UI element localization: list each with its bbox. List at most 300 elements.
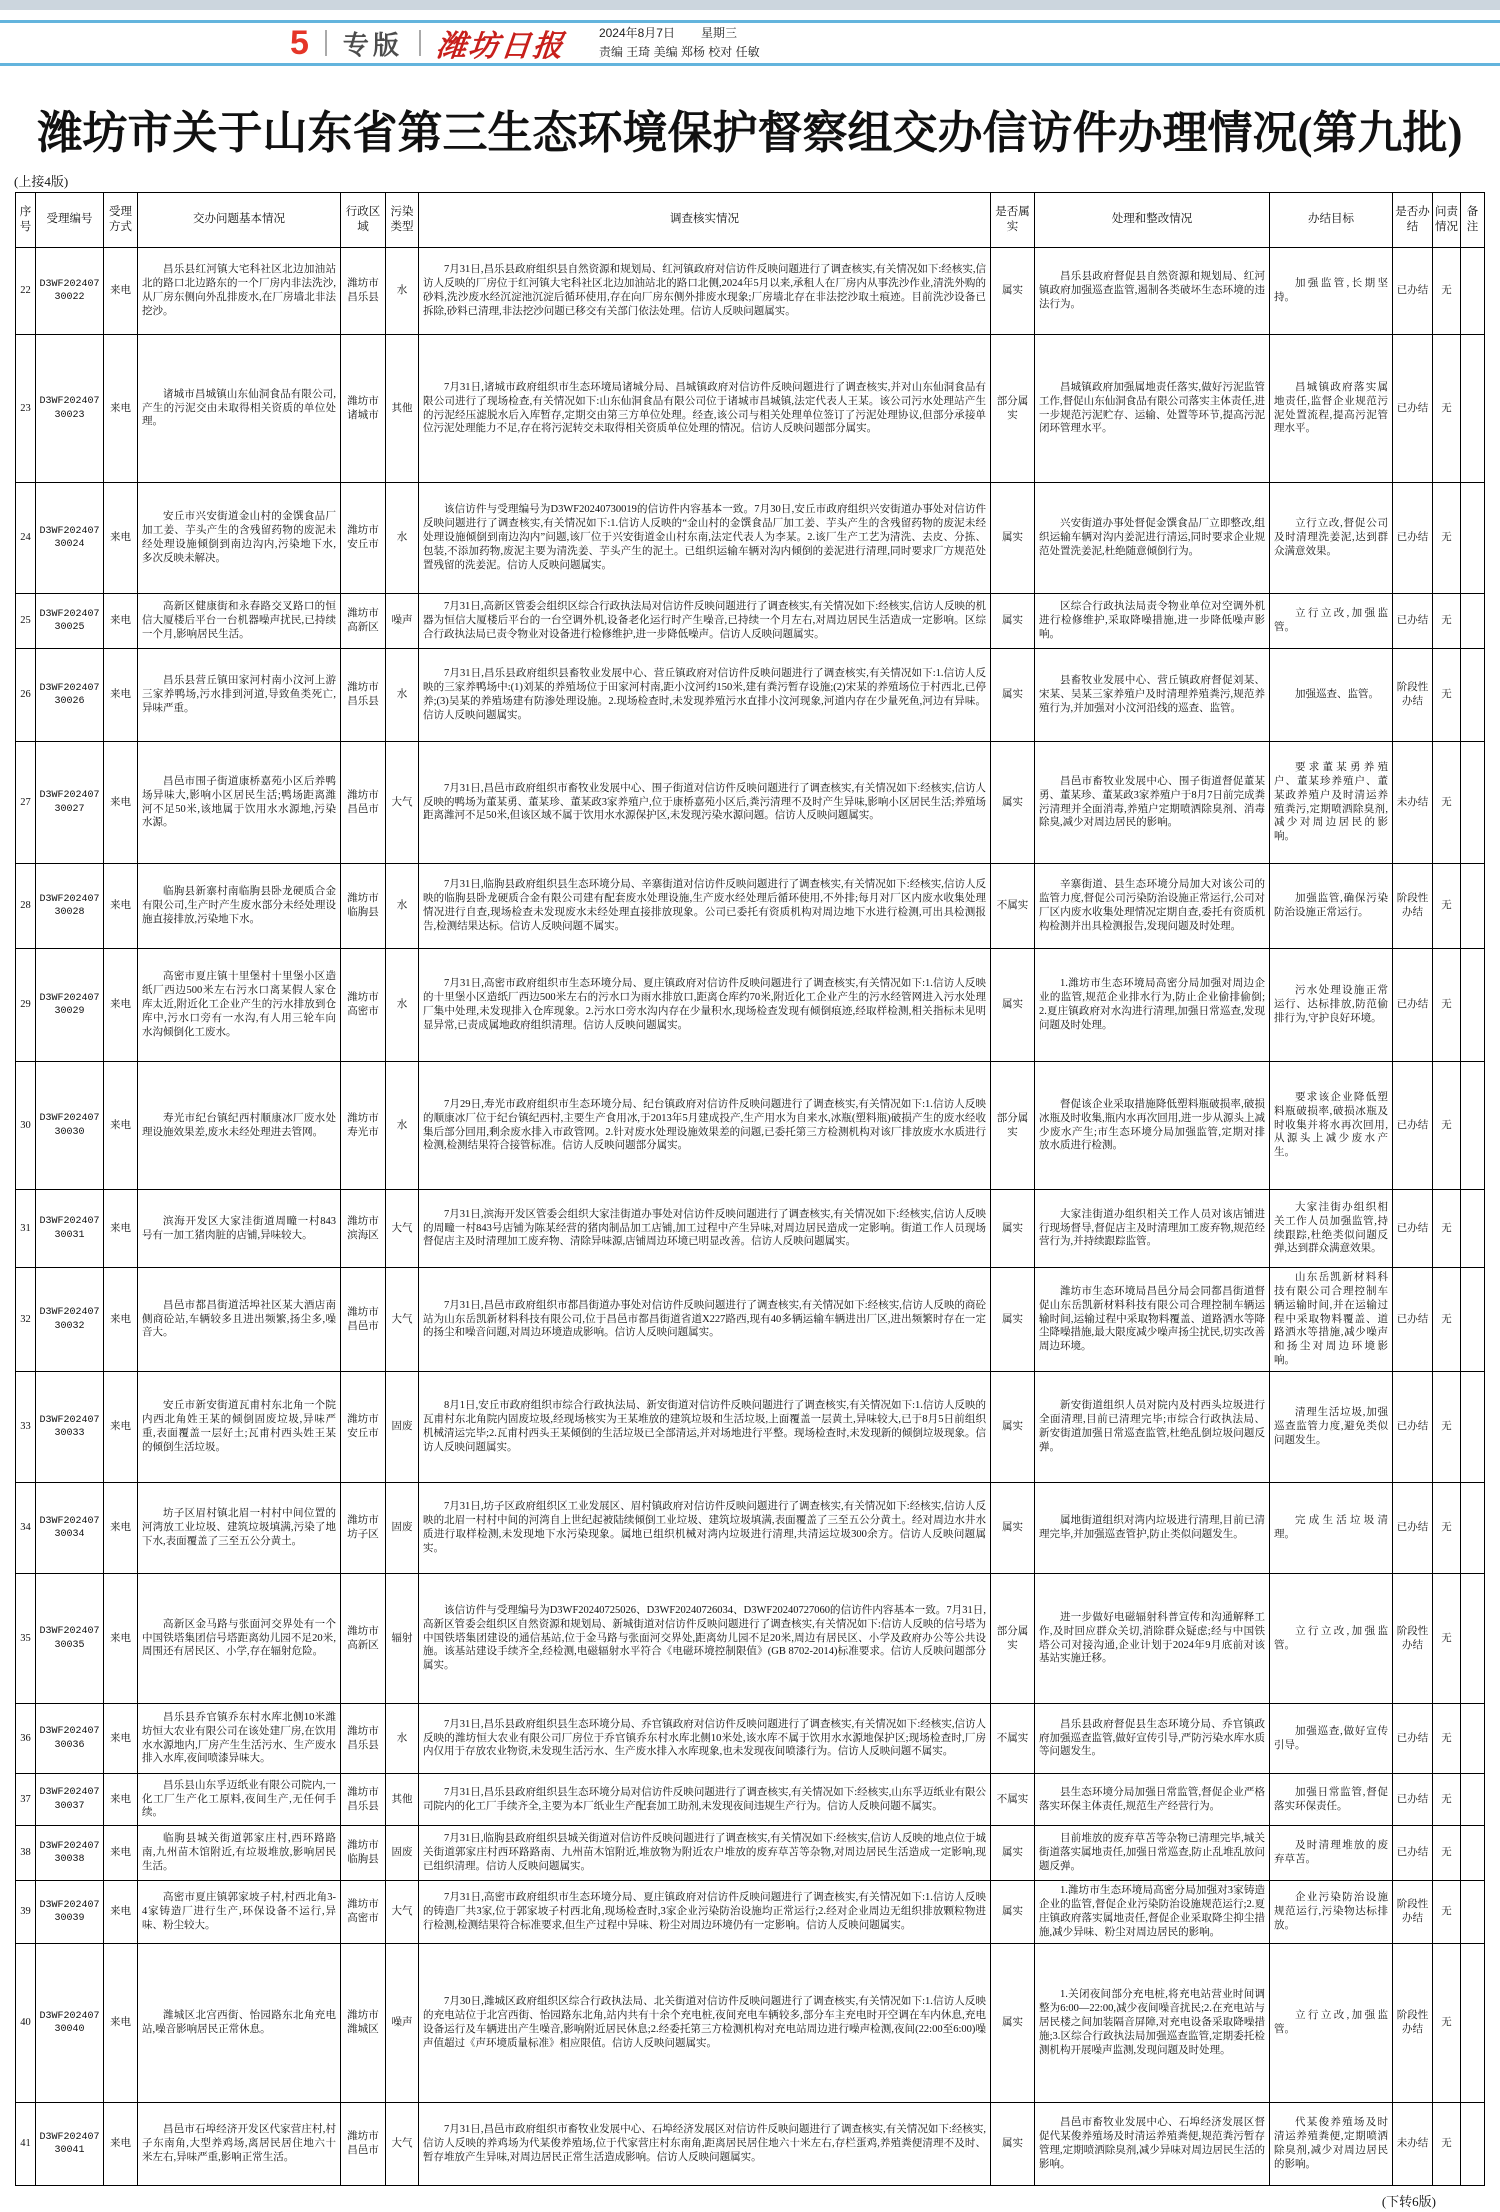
cell-method: 来电 [104, 335, 138, 483]
cell-verified: 属实 [991, 1881, 1035, 1944]
table-row [16, 483, 1485, 594]
cell-target: 加强监管,长期坚持。 [1270, 248, 1393, 335]
cell-accountability: 无 [1433, 1483, 1461, 1574]
cell-method: 来电 [104, 864, 138, 949]
cell-investigation: 7月31日,临朐县政府组织县城关街道对信访件反映问题进行了调查核实,有关情况如下:经核实,信访人反映的地点位于城关街道郭家庄村西环路路南、九州苗木馆附近,堆放物为附近农户堆放的废弃草苫等杂物,对周边居民生活造成一定影响,现已组织清理。信访人反映问题属实。 [419, 1826, 991, 1881]
cell-seq: 23 [16, 335, 36, 483]
cell-action: 昌城镇政府加强属地责任落实,做好污泥监管工作,督促山东仙洞食品有限公司落实主体责任,进一步规范污泥贮存、运输、处置等环节,提高污泥闭环管理水平。 [1035, 335, 1270, 483]
cell-method: 来电 [104, 483, 138, 594]
cell-remark [1461, 742, 1485, 864]
cell-type: 噪声 [386, 594, 419, 649]
cell-target: 加强巡查,做好宣传引导。 [1270, 1704, 1393, 1774]
continued-from-note: (上接4版) [14, 174, 69, 189]
table-row [16, 335, 1485, 483]
cell-type: 水 [386, 864, 419, 949]
cell-region: 潍坊市诸城市 [341, 335, 386, 483]
cell-case_id: D3WF20240730024 [36, 483, 104, 594]
column-header-action: 处理和整改情况 [1035, 193, 1270, 248]
cell-action: 大家洼街道办组织相关工作人员对该店铺进行现场督导,督促店主及时清理加工废弃物,规范经营行为,并持续跟踪监管。 [1035, 1190, 1270, 1268]
cell-type: 其他 [386, 335, 419, 483]
cell-verified: 属实 [991, 1268, 1035, 1372]
cell-seq: 33 [16, 1372, 36, 1483]
cell-action: 属地街道组织对湾内垃圾进行清理,目前已清理完毕,并加强巡查管护,防止类似问题发生。 [1035, 1483, 1270, 1574]
column-header-region: 行政区域 [341, 193, 386, 248]
cell-issue: 潍城区北宫西街、怡园路东北角充电站,噪音影响居民正常休息。 [138, 1944, 341, 2103]
cell-verified: 属实 [991, 1826, 1035, 1881]
cell-investigation: 7月31日,昌乐县政府组织县自然资源和规划局、红河镇政府对信访件反映问题进行了调查核实,有关情况如下:经核实,信访人反映的厂房位于红河镇大宅科社区北边加油站北的路口北侧,2024年5月以来,承租人在厂房内从事洗沙作业,清洗外购的砂料,洗沙废水经沉淀池沉淀后循环使用,存在向厂房东侧外排废水现象;厂房墙北存在非法挖沙取土痕迹。目前洗沙设备已拆除,砂料已清理,非法挖沙问题已移交有关部门依法处理。信访人反映问题属实。 [419, 248, 991, 335]
cell-investigation: 7月31日,临朐县政府组织县生态环境分局、辛寨街道对信访件反映问题进行了调查核实,有关情况如下:经核实,信访人反映的临朐县卧龙硬质合金有限公司建有配套废水处理设施,生产废水经处理后循环使用,不外排;每月对厂区内废水收集处理情况进行自查,现场检查未发现废水未经处理直接排放现象。公司已委托有资质机构对周边地下水进行检测,可出具检测报告,检测结果达标。信访人反映问题不属实。 [419, 864, 991, 949]
cell-seq: 25 [16, 594, 36, 649]
cell-status: 已办结 [1393, 949, 1433, 1062]
cell-type: 水 [386, 483, 419, 594]
cell-target: 山东岳凯新材料科技有限公司合理控制车辆运输时间,并在运输过程中采取物料覆盖、道路洒水等措施,减少噪声和扬尘对周边环境影响。 [1270, 1268, 1393, 1372]
cell-verified: 属实 [991, 649, 1035, 742]
cell-target: 立行立改,督促公司及时清理洗姜泥,达到群众满意效果。 [1270, 483, 1393, 594]
complaints-table [15, 192, 1485, 2186]
cell-action: 兴安街道办事处督促金馔食品厂立即整改,组织运输车辆对沟内姜泥进行清运,同时要求企业规范处置洗姜泥,杜绝随意倾倒行为。 [1035, 483, 1270, 594]
column-header-method: 受理方式 [104, 193, 138, 248]
table-row [16, 1704, 1485, 1774]
cell-issue: 高密市夏庄镇十里堡村十里堡小区造纸厂西边500米左右污水口离某假人家仓库太近,附近化工企业产生的污水排放到仓库中,污水口旁有一水沟,有人用三轮车向水沟倾倒化工废水。 [138, 949, 341, 1062]
cell-type: 其他 [386, 1774, 419, 1826]
cell-region: 潍坊市高密市 [341, 1881, 386, 1944]
masthead [0, 10, 1500, 66]
cell-issue: 临朐县新寨村南临朐县卧龙硬质合金有限公司,生产时产生废水部分未经处理设施直接排放,污染地下水。 [138, 864, 341, 949]
cell-seq: 26 [16, 649, 36, 742]
cell-status: 已办结 [1393, 1062, 1433, 1190]
cell-case_id: D3WF20240730040 [36, 1944, 104, 2103]
cell-issue: 坊子区眉村镇北眉一村村中间位置的河湾放工业垃圾、建筑垃圾填满,污染了地下水,表面覆盖了三至五公分黄土。 [138, 1483, 341, 1574]
cell-status: 阶段性办结 [1393, 1574, 1433, 1704]
cell-region: 潍坊市坊子区 [341, 1483, 386, 1574]
cell-investigation: 7月31日,昌邑市政府组织市都昌街道办事处对信访件反映问题进行了调查核实,有关情况如下:经核实,信访人反映的商砼站为山东岳凯新材料科技有限公司,位于昌邑市都昌街道省道X227路西,现有40多辆运输车辆进出厂区,进出频繁时存在一定的扬尘和噪音问题,对周边环境造成影响。信访人反映问题属实。 [419, 1268, 991, 1372]
cell-region: 潍坊市高新区 [341, 594, 386, 649]
cell-case_id: D3WF20240730037 [36, 1774, 104, 1826]
cell-investigation: 7月31日,高密市政府组织市生态环境分局、夏庄镇政府对信访件反映问题进行了调查核实,有关情况如下:1.信访人反映的十里堡小区造纸厂西边500米左右的污水口为雨水排放口,距离仓库约70米,附近化工企业产生的污水经管网进入污水处理厂集中处理,未发现排入仓库现象。2.污水口旁水沟内存在少量积水,现场检查发现有倾倒痕迹,经取样检测,相关指标未见明显异常,已责成属地政府组织清理。信访人反映问题属实。 [419, 949, 991, 1062]
cell-type: 固废 [386, 1372, 419, 1483]
cell-region: 潍坊市昌乐县 [341, 1704, 386, 1774]
cell-verified: 属实 [991, 949, 1035, 1062]
cell-verified: 部分属实 [991, 1062, 1035, 1190]
cell-verified: 部分属实 [991, 335, 1035, 483]
cell-status: 已办结 [1393, 1704, 1433, 1774]
cell-accountability: 无 [1433, 864, 1461, 949]
cell-status: 已办结 [1393, 1268, 1433, 1372]
page-number: 5 [290, 23, 309, 62]
cell-type: 水 [386, 649, 419, 742]
column-header-case_id: 受理编号 [36, 193, 104, 248]
cell-target: 清理生活垃圾,加强巡查监管力度,避免类似问题发生。 [1270, 1372, 1393, 1483]
cell-remark [1461, 1826, 1485, 1881]
cell-verified: 属实 [991, 1483, 1035, 1574]
table-row [16, 1944, 1485, 2103]
cell-action: 1.潍坊市生态环境局高密分局加强对3家铸造企业的监管,督促企业污染防治设施规范运行;2.夏庄镇政府落实属地责任,督促企业采取降尘抑尘措施,减少异味、粉尘对周边居民的影响。 [1035, 1881, 1270, 1944]
cell-region: 潍坊市高新区 [341, 1574, 386, 1704]
cell-verified: 属实 [991, 1372, 1035, 1483]
cell-issue: 昌邑市石埠经济开发区代家营庄村,村子东南角,大型养鸡场,离居民居住地六十米左右,异味严重,影响正常生活。 [138, 2103, 341, 2186]
cell-investigation: 7月31日,诸城市政府组织市生态环境局诸城分局、昌城镇政府对信访件反映问题进行了调查核实,并对山东仙洞食品有限公司进行了现场检查,有关情况如下:山东仙洞食品有限公司位于诸城市昌城镇,法定代表人王某。该公司污水处理站产生的污泥经压滤脱水后入库暂存,定期交由第三方单位处理。经查,该公司与相关处理单位签订了污泥处理协议,但部分承接单位污泥处理能力不足,存在将污泥转交未取得相关资质单位处理的情况。信访人反映问题部分属实。 [419, 335, 991, 483]
cell-accountability: 无 [1433, 1704, 1461, 1774]
cell-issue: 昌乐县乔官镇乔东村水库北侧10米潍坊恒大农业有限公司在该处建厂房,在饮用水水源地内,厂房产生生活污水、生产废水排入水库,夜间喷漆异味大。 [138, 1704, 341, 1774]
cell-action: 昌邑市畜牧业发展中心、围子街道督促董某勇、董某珍、董某政3家养殖户于8月7日前完成粪污清理并全面消毒,养殖户定期喷洒除臭剂、消毒除臭,减少对周边居民的影响。 [1035, 742, 1270, 864]
cell-target: 立行立改,加强监管。 [1270, 1944, 1393, 2103]
masthead-divider [419, 30, 421, 56]
cell-method: 来电 [104, 1774, 138, 1826]
cell-case_id: D3WF20240730039 [36, 1881, 104, 1944]
column-header-target: 办结目标 [1270, 193, 1393, 248]
cell-target: 大家洼街办组织相关工作人员加强监管,持续跟踪,杜绝类似问题反弹,达到群众满意效果。 [1270, 1190, 1393, 1268]
cell-verified: 属实 [991, 248, 1035, 335]
cell-remark [1461, 248, 1485, 335]
table-row [16, 742, 1485, 864]
cell-remark [1461, 1268, 1485, 1372]
cell-target: 完成生活垃圾清理。 [1270, 1483, 1393, 1574]
cell-issue: 安丘市兴安街道金山村的金馔食品厂加工姜、芋头产生的含残留药物的废泥未经处理设施倾倒到南边沟内,污染地下水,多次反映未解决。 [138, 483, 341, 594]
page-top-strip [0, 0, 1500, 10]
cell-status: 已办结 [1393, 1372, 1433, 1483]
cell-accountability: 无 [1433, 1826, 1461, 1881]
cell-method: 来电 [104, 1483, 138, 1574]
cell-remark [1461, 649, 1485, 742]
cell-target: 代某俊养殖场及时清运养殖粪便,定期喷洒除臭剂,减少对周边居民的影响。 [1270, 2103, 1393, 2186]
cell-verified: 属实 [991, 1944, 1035, 2103]
cell-method: 来电 [104, 594, 138, 649]
newspaper-logo: 潍坊日报 [434, 30, 567, 63]
cell-method: 来电 [104, 1372, 138, 1483]
cell-case_id: D3WF20240730022 [36, 248, 104, 335]
cell-target: 及时清理堆放的废弃草苫。 [1270, 1826, 1393, 1881]
table-row [16, 1774, 1485, 1826]
cell-status: 已办结 [1393, 594, 1433, 649]
cell-status: 已办结 [1393, 1483, 1433, 1574]
cell-action: 昌乐县政府督促县自然资源和规划局、红河镇政府加强巡查监管,遏制各类破坏生态环境的违法行为。 [1035, 248, 1270, 335]
column-header-issue: 交办问题基本情况 [138, 193, 341, 248]
column-header-status: 是否办结 [1393, 193, 1433, 248]
cell-target: 企业污染防治设施规范运行,污染物达标排放。 [1270, 1881, 1393, 1944]
cell-method: 来电 [104, 1704, 138, 1774]
cell-issue: 高新区金马路与张面河交界处有一个中国铁塔集团信号塔距离幼儿园不足20米,周围还有居民区、小学,存在辐射危险。 [138, 1574, 341, 1704]
cell-method: 来电 [104, 949, 138, 1062]
cell-accountability: 无 [1433, 1944, 1461, 2103]
masthead-date-block [599, 24, 760, 61]
cell-verified: 属实 [991, 483, 1035, 594]
cell-case_id: D3WF20240730028 [36, 864, 104, 949]
cell-region: 潍坊市寿光市 [341, 1062, 386, 1190]
cell-region: 潍坊市临朐县 [341, 1826, 386, 1881]
cell-accountability: 无 [1433, 1372, 1461, 1483]
cell-status: 未办结 [1393, 2103, 1433, 2186]
cell-issue: 临朐县城关街道郭家庄村,西环路路南,九州苗木馆附近,有垃圾堆放,影响居民生活。 [138, 1826, 341, 1881]
cell-seq: 29 [16, 949, 36, 1062]
cell-verified: 属实 [991, 2103, 1035, 2186]
cell-verified: 不属实 [991, 864, 1035, 949]
cell-target: 加强日常监管,督促落实环保责任。 [1270, 1774, 1393, 1826]
cell-remark [1461, 1774, 1485, 1826]
cell-case_id: D3WF20240730023 [36, 335, 104, 483]
cell-investigation: 7月31日,高密市政府组织市生态环境分局、夏庄镇政府对信访件反映问题进行了调查核实,有关情况如下:1.信访人反映的铸造厂共3家,位于郭家坡子村西北角,现场检查时,3家企业污染防治设施均正常运行;2.经对企业周边无组织排放颗粒物进行检测,检测结果符合标准要求,但生产过程中异味、粉尘对周边环境仍有一定影响。信访人反映问题属实。 [419, 1881, 991, 1944]
cell-type: 水 [386, 1062, 419, 1190]
cell-investigation: 7月31日,昌乐县政府组织县生态环境分局对信访件反映问题进行了调查核实,有关情况如下:经核实,山东孚迈纸业有限公司院内的化工厂手续齐全,主要为本厂纸业生产配套加工助剂,未发现夜间违规生产行为。信访人反映问题不属实。 [419, 1774, 991, 1826]
cell-status: 阶段性办结 [1393, 1881, 1433, 1944]
cell-method: 来电 [104, 248, 138, 335]
cell-region: 潍坊市临朐县 [341, 864, 386, 949]
cell-case_id: D3WF20240730029 [36, 949, 104, 1062]
cell-case_id: D3WF20240730041 [36, 2103, 104, 2186]
cell-seq: 39 [16, 1881, 36, 1944]
cell-region: 潍坊市昌邑市 [341, 742, 386, 864]
cell-status: 阶段性办结 [1393, 649, 1433, 742]
cell-accountability: 无 [1433, 594, 1461, 649]
cell-seq: 38 [16, 1826, 36, 1881]
cell-case_id: D3WF20240730033 [36, 1372, 104, 1483]
cell-investigation: 7月31日,滨海开发区管委会组织大家洼街道办事处对信访件反映问题进行了调查核实,有关情况如下:经核实,信访人反映的周疃一村843号店铺为陈某经营的猪肉制品加工店铺,加工过程中产生异味,对周边居民造成一定影响。街道工作人员现场督促店主及时清理加工废弃物、清除异味源,店铺周边环境已明显改善。信访人反映问题属实。 [419, 1190, 991, 1268]
cell-method: 来电 [104, 1881, 138, 1944]
cell-action: 昌邑市畜牧业发展中心、石埠经济发展区督促代某俊养殖场及时清运养殖粪便,规范粪污暂存管理,定期喷洒除臭剂,减少异味对周边居民生活的影响。 [1035, 2103, 1270, 2186]
cell-type: 水 [386, 248, 419, 335]
cell-type: 固废 [386, 1826, 419, 1881]
cell-seq: 35 [16, 1574, 36, 1704]
cell-issue: 高密市夏庄镇郭家坡子村,村西北角3-4家铸造厂进行生产,环保设备不运行,异味、粉尘较大。 [138, 1881, 341, 1944]
cell-accountability: 无 [1433, 1268, 1461, 1372]
cell-region: 潍坊市潍城区 [341, 1944, 386, 2103]
cell-verified: 属实 [991, 742, 1035, 864]
table-row [16, 1826, 1485, 1881]
cell-action: 进一步做好电磁辐射科普宣传和沟通解释工作,及时回应群众关切,消除群众疑虑;经与中国铁塔公司对接沟通,企业计划于2024年9月底前对该基站实施迁移。 [1035, 1574, 1270, 1704]
page-title: 潍坊市关于山东省第三生态环境保护督察组交办信访件办理情况(第九批) [37, 108, 1463, 158]
masthead-bottom-rule [0, 63, 1500, 66]
cell-type: 水 [386, 1704, 419, 1774]
cell-status: 未办结 [1393, 742, 1433, 864]
cell-investigation: 7月31日,坊子区政府组织区工业发展区、眉村镇政府对信访件反映问题进行了调查核实,有关情况如下:经核实,信访人反映的北眉一村村中间的河湾自上世纪起被陆续倾倒工业垃圾、建筑垃圾填满,表面覆盖了三至五公分黄土。经对周边水井水质进行取样检测,未发现地下水污染现象。属地已组织机械对湾内垃圾进行清理,共清运垃圾300余方。信访人反映问题属实。 [419, 1483, 991, 1574]
cell-region: 潍坊市昌乐县 [341, 649, 386, 742]
cell-issue: 昌邑市都昌街道活埠社区某大酒店南侧商砼站,车辆较多且进出频繁,扬尘多,噪音大。 [138, 1268, 341, 1372]
cell-investigation: 该信访件与受理编号为D3WF20240725026、D3WF20240726034、D3WF20240727060的信访件内容基本一致。7月31日,高新区管委会组织区自然资源和规划局、新城街道对信访件反映问题进行了调查核实,有关情况如下:信访人反映的信号塔为中国铁塔集团建设的通信基站,位于金马路与张面河交界处,距离幼儿园不足20米,周边有居民区、小学及政府办公等公共设施。该基站建设手续齐全,经检测,电磁辐射水平符合《电磁环境控制限值》(GB 8702-2014)标准要求。信访人反映问题部分属实。 [419, 1574, 991, 1704]
cell-method: 来电 [104, 649, 138, 742]
cell-region: 潍坊市昌乐县 [341, 1774, 386, 1826]
cell-investigation: 7月31日,昌乐县政府组织县生态环境分局、乔官镇政府对信访件反映问题进行了调查核实,有关情况如下:经核实,信访人反映的潍坊恒大农业有限公司厂房位于乔官镇乔东村水库北侧10米处,该水库不属于饮用水水源地保护区;现场检查时,厂房内仅用于存放农业物资,未发现生活污水、生产废水排入水库现象,也未发现夜间喷漆行为。信访人反映问题不属实。 [419, 1704, 991, 1774]
cell-remark [1461, 335, 1485, 483]
cell-accountability: 无 [1433, 1774, 1461, 1826]
table-row [16, 1483, 1485, 1574]
issue-weekday: 星期三 [700, 26, 737, 41]
cell-accountability: 无 [1433, 1881, 1461, 1944]
cell-investigation: 7月31日,高新区管委会组织区综合行政执法局对信访件反映问题进行了调查核实,有关情况如下:经核实,信访人反映的机器为恒信大厦楼后平台的一台空调外机,设备老化运行时产生噪音,已持续一个月左右,对周边居民生活造成一定影响。区综合行政执法局已责令物业对设备进行检修维护,进一步降低噪声。信访人反映问题属实。 [419, 594, 991, 649]
cell-remark [1461, 1372, 1485, 1483]
cell-seq: 34 [16, 1483, 36, 1574]
cell-seq: 28 [16, 864, 36, 949]
cell-case_id: D3WF20240730036 [36, 1704, 104, 1774]
column-header-verified: 是否属实 [991, 193, 1035, 248]
cell-seq: 22 [16, 248, 36, 335]
cell-status: 已办结 [1393, 1826, 1433, 1881]
table-row [16, 649, 1485, 742]
column-header-accountability: 问责情况 [1433, 193, 1461, 248]
column-header-seq: 序号 [16, 193, 36, 248]
cell-action: 辛寨街道、县生态环境分局加大对该公司的监管力度,督促公司污染防治设施正常运行,公司对厂区内废水收集处理情况定期自查,委托有资质机构检测并出具检测报告,发现问题及时处理。 [1035, 864, 1270, 949]
cell-region: 潍坊市昌邑市 [341, 2103, 386, 2186]
cell-issue: 寿光市纪台镇纪西村顺康冰厂废水处理设施效果差,废水未经处理进去管网。 [138, 1062, 341, 1190]
cell-action: 目前堆放的废弃草苫等杂物已清理完毕,城关街道落实属地责任,加强日常巡查,防止乱堆乱放问题反弹。 [1035, 1826, 1270, 1881]
cell-issue: 昌乐县红河镇大宅科社区北边加油站北的路口北边路东的一个厂房内非法洗沙,从厂房东侧向外乱排废水,在厂房墙北非法挖沙。 [138, 248, 341, 335]
issue-date: 2024年8月7日 [598, 26, 675, 41]
cell-region: 潍坊市安丘市 [341, 483, 386, 594]
cell-seq: 40 [16, 1944, 36, 2103]
cell-accountability: 无 [1433, 483, 1461, 594]
cell-issue: 昌乐县营丘镇田家河村南小汶河上游三家养鸭场,污水排到河道,导致鱼类死亡,异味严重。 [138, 649, 341, 742]
cell-target: 立行立改,加强监管。 [1270, 1574, 1393, 1704]
cell-accountability: 无 [1433, 742, 1461, 864]
table-row [16, 2103, 1485, 2186]
cell-investigation: 8月1日,安丘市政府组织市综合行政执法局、新安街道对信访件反映问题进行了调查核实,有关情况如下:1.信访人反映的瓦甫村东北角院内固废垃圾,经现场核实为王某堆放的建筑垃圾和生活垃圾,上面覆盖一层黄土,异味较大,已于8月5日前组织机械清运完毕;2.瓦甫村西头王某倾倒的生活垃圾已全部清运,并对场地进行平整。现场检查时,未发现新的倾倒垃圾现象。信访人反映问题属实。 [419, 1372, 991, 1483]
cell-type: 大气 [386, 1268, 419, 1372]
cell-method: 来电 [104, 1944, 138, 2103]
cell-action: 1.潍坊市生态环境局高密分局加强对周边企业的监管,规范企业排水行为,防止企业偷排偷倒;2.夏庄镇政府对水沟进行清理,加强日常巡查,发现问题及时处理。 [1035, 949, 1270, 1062]
cell-verified: 不属实 [991, 1704, 1035, 1774]
table-row [16, 864, 1485, 949]
cell-seq: 41 [16, 2103, 36, 2186]
cell-action: 区综合行政执法局责令物业单位对空调外机进行检修维护,采取降噪措施,进一步降低噪声影响。 [1035, 594, 1270, 649]
cell-method: 来电 [104, 1268, 138, 1372]
cell-issue: 滨海开发区大家洼街道周疃一村843号有一加工猪肉脏的店铺,异味较大。 [138, 1190, 341, 1268]
masthead-divider [325, 30, 327, 56]
cell-region: 潍坊市高密市 [341, 949, 386, 1062]
cell-status: 阶段性办结 [1393, 1944, 1433, 2103]
table-row [16, 1372, 1485, 1483]
cell-region: 潍坊市昌乐县 [341, 248, 386, 335]
cell-type: 噪声 [386, 1944, 419, 2103]
cell-accountability: 无 [1433, 248, 1461, 335]
column-header-investigation: 调查核实情况 [419, 193, 991, 248]
cell-status: 已办结 [1393, 335, 1433, 483]
cell-method: 来电 [104, 1062, 138, 1190]
cell-status: 阶段性办结 [1393, 864, 1433, 949]
cell-region: 潍坊市滨海区 [341, 1190, 386, 1268]
cell-status: 已办结 [1393, 1190, 1433, 1268]
cell-investigation: 7月31日,昌邑市政府组织市畜牧业发展中心、石埠经济发展区对信访件反映问题进行了调查核实,有关情况如下:经核实,信访人反映的养鸡场为代某俊养殖场,位于代家营庄村东南角,距离居民居住地六十米左右,存栏蛋鸡,养殖粪便清理不及时、暂存堆放产生异味,对周边居民正常生活造成影响。信访人反映问题属实。 [419, 2103, 991, 2186]
cell-type: 大气 [386, 1881, 419, 1944]
cell-type: 大气 [386, 1190, 419, 1268]
table-row [16, 1062, 1485, 1190]
cell-case_id: D3WF20240730026 [36, 649, 104, 742]
cell-case_id: D3WF20240730034 [36, 1483, 104, 1574]
table-row [16, 949, 1485, 1062]
cell-target: 立行立改,加强监管。 [1270, 594, 1393, 649]
cell-action: 县生态环境分局加强日常监管,督促企业严格落实环保主体责任,规范生产经营行为。 [1035, 1774, 1270, 1826]
table-row [16, 1574, 1485, 1704]
cell-status: 已办结 [1393, 248, 1433, 335]
column-header-type: 污染类型 [386, 193, 419, 248]
cell-action: 督促该企业采取措施降低塑料瓶破损率,破损冰瓶及时收集,瓶内水再次回用,进一步从源头上减少废水产生;市生态环境分局加强监管,定期对排放水质进行检测。 [1035, 1062, 1270, 1190]
cell-method: 来电 [104, 2103, 138, 2186]
cell-issue: 安丘市新安街道瓦甫村东北角一个院内西北角姓王某的倾倒固废垃圾,异味严重,表面覆盖一层好土;瓦甫村西头姓王某的倾倒生活垃圾。 [138, 1372, 341, 1483]
cell-case_id: D3WF20240730032 [36, 1268, 104, 1372]
continued-to-note: (下转6版) [1381, 2194, 1436, 2210]
cell-type: 固废 [386, 1483, 419, 1574]
cell-action: 潍坊市生态环境局昌邑分局会同都昌街道督促山东岳凯新材料科技有限公司合理控制车辆运输时间,运输过程中采取物料覆盖、道路洒水等降尘降噪措施,最大限度减少噪声扬尘扰民,切实改善周边环境。 [1035, 1268, 1270, 1372]
cell-target: 昌城镇政府落实属地责任,监督企业规范污泥处置流程,提高污泥管理水平。 [1270, 335, 1393, 483]
cell-remark [1461, 1190, 1485, 1268]
cell-case_id: D3WF20240730025 [36, 594, 104, 649]
cell-region: 潍坊市昌邑市 [341, 1268, 386, 1372]
cell-verified: 属实 [991, 594, 1035, 649]
cell-issue: 高新区健康街和永春路交叉路口的恒信大厦楼后平台一台机器噪声扰民,已持续一个月,影响居民生活。 [138, 594, 341, 649]
cell-status: 已办结 [1393, 483, 1433, 594]
cell-remark [1461, 1062, 1485, 1190]
cell-seq: 31 [16, 1190, 36, 1268]
table-row [16, 248, 1485, 335]
section-name: 专版 [342, 30, 403, 60]
cell-investigation: 该信访件与受理编号为D3WF20240730019的信访件内容基本一致。7月30日,安丘市政府组织兴安街道办事处对信访件反映问题进行了调查核实,有关情况如下:1.信访人反映的“金山村的金馔食品厂加工姜、芋头产生的含残留药物的废泥未经处理设施倾倒到南边沟内”问题,该厂位于兴安街道金山村东南,法定代表人为李某。2.该厂生产工艺为清洗、去皮、分拣、包装,不添加药物,废泥主要为清洗姜、芋头产生的泥土。已组织运输车辆对沟内倾倒的姜泥进行清理,同时要求厂方规范处置残留的洗姜泥。信访人反映问题属实。 [419, 483, 991, 594]
cell-remark [1461, 483, 1485, 594]
cell-accountability: 无 [1433, 649, 1461, 742]
cell-seq: 32 [16, 1268, 36, 1372]
table-row [16, 594, 1485, 649]
cell-target: 加强巡查、监管。 [1270, 649, 1393, 742]
cell-remark [1461, 1574, 1485, 1704]
cell-type: 大气 [386, 742, 419, 864]
cell-accountability: 无 [1433, 335, 1461, 483]
cell-type: 辐射 [386, 1574, 419, 1704]
cell-remark [1461, 949, 1485, 1062]
cell-accountability: 无 [1433, 949, 1461, 1062]
cell-method: 来电 [104, 1826, 138, 1881]
cell-accountability: 无 [1433, 1190, 1461, 1268]
cell-status: 已办结 [1393, 1774, 1433, 1826]
cell-remark [1461, 2103, 1485, 2186]
column-header-remark: 备注 [1461, 193, 1485, 248]
table-row [16, 1268, 1485, 1372]
cell-case_id: D3WF20240730035 [36, 1574, 104, 1704]
table-row [16, 1190, 1485, 1268]
cell-method: 来电 [104, 1190, 138, 1268]
cell-region: 潍坊市安丘市 [341, 1372, 386, 1483]
cell-investigation: 7月31日,昌乐县政府组织县畜牧业发展中心、营丘镇政府对信访件反映问题进行了调查核实,有关情况如下:1.信访人反映的三家养鸭场中:(1)刘某的养殖场位于田家河村南,距小汶河约150米,建有粪污暂存设施;(2)宋某的养殖场位于村西北,已停养;(3)吴某的养殖场建有防渗处理设施。2.现场检查时,未发现养殖污水直排小汶河现象,河道内存在少量死鱼,河边有异味。信访人反映问题属实。 [419, 649, 991, 742]
cell-accountability: 无 [1433, 1574, 1461, 1704]
cell-seq: 27 [16, 742, 36, 864]
cell-action: 新安街道组织人员对院内及村西头垃圾进行全面清理,目前已清理完毕;市综合行政执法局、新安街道加强日常巡查监管,杜绝乱倒垃圾问题反弹。 [1035, 1372, 1270, 1483]
cell-action: 县畜牧业发展中心、营丘镇政府督促刘某、宋某、吴某三家养殖户及时清理养殖粪污,规范养殖行为,并加强对小汶河沿线的巡查、监管。 [1035, 649, 1270, 742]
cell-case_id: D3WF20240730027 [36, 742, 104, 864]
cell-remark [1461, 1881, 1485, 1944]
cell-seq: 30 [16, 1062, 36, 1190]
cell-investigation: 7月30日,潍城区政府组织区综合行政执法局、北关街道对信访件反映问题进行了调查核实,有关情况如下:1.信访人反映的充电站位于北宫西街、怡园路东北角,站内共有十余个充电桩,夜间充电车辆较多,部分车主充电时开空调在车内休息,充电设备运行及车辆进出产生噪音,影响附近居民休息;2.经委托第三方检测机构对充电站周边进行噪声检测,夜间(22:00至6:00)噪声值超过《声环境质量标准》相应限值。信访人反映问题属实。 [419, 1944, 991, 2103]
cell-investigation: 7月29日,寿光市政府组织市生态环境分局、纪台镇政府对信访件反映问题进行了调查核实,有关情况如下:1.信访人反映的顺康冰厂位于纪台镇纪西村,主要生产食用冰,于2013年5月建成投产,生产用水为自来水,冰瓶(塑料瓶)破损产生的废水经收集后部分回用,剩余废水排入市政管网。2.针对废水处理设施效果差的问题,已委托第三方检测机构对该厂排放废水水质进行检测,检测结果符合接管标准。信访人反映问题部分属实。 [419, 1062, 991, 1190]
cell-action: 1.关闭夜间部分充电桩,将充电站营业时间调整为6:00—22:00,减少夜间噪音扰民;2.在充电站与居民楼之间加装隔音屏障,对充电设备采取降噪措施;3.区综合行政执法局加强巡查监管,定期委托检测机构开展噪声监测,发现问题及时处理。 [1035, 1944, 1270, 2103]
cell-method: 来电 [104, 742, 138, 864]
cell-investigation: 7月31日,昌邑市政府组织市畜牧业发展中心、围子街道对信访件反映问题进行了调查核实,有关情况如下:经核实,信访人反映的鸭场为董某勇、董某珍、董某政3家养殖户,位于康桥嘉苑小区后,粪污清理不及时产生异味,影响小区居民生活;养殖场距离潍河不足50米,但该区域不属于饮用水水源保护区,未发现污染水源问题。信访人反映问题属实。 [419, 742, 991, 864]
cell-issue: 昌邑市围子街道康桥嘉苑小区后养鸭场异味大,影响小区居民生活;鸭场距离潍河不足50米,该地属于饮用水水源地,污染水源。 [138, 742, 341, 864]
cell-remark [1461, 594, 1485, 649]
cell-issue: 诸城市昌城镇山东仙洞食品有限公司,产生的污泥交由未取得相关资质的单位处理。 [138, 335, 341, 483]
cell-target: 加强监管,确保污染防治设施正常运行。 [1270, 864, 1393, 949]
editors-line: 责编 王琦 美编 郑杨 校对 任敏 [598, 45, 760, 59]
cell-target: 污水处理设施正常运行、达标排放,防范偷排行为,守护良好环境。 [1270, 949, 1393, 1062]
cell-case_id: D3WF20240730038 [36, 1826, 104, 1881]
cell-remark [1461, 1944, 1485, 2103]
cell-remark [1461, 1483, 1485, 1574]
cell-issue: 昌乐县山东孚迈纸业有限公司院内,一化工厂生产化工原料,夜间生产,无任何手续。 [138, 1774, 341, 1826]
cell-type: 水 [386, 949, 419, 1062]
cell-accountability: 无 [1433, 1062, 1461, 1190]
cell-target: 要求董某勇养殖户、董某珍养殖户、董某政养殖户及时清运养殖粪污,定期喷洒除臭剂,减少对周边居民的影响。 [1270, 742, 1393, 864]
cell-case_id: D3WF20240730030 [36, 1062, 104, 1190]
cell-case_id: D3WF20240730031 [36, 1190, 104, 1268]
cell-accountability: 无 [1433, 2103, 1461, 2186]
cell-remark [1461, 864, 1485, 949]
cell-method: 来电 [104, 1574, 138, 1704]
cell-verified: 不属实 [991, 1774, 1035, 1826]
cell-target: 要求该企业降低塑料瓶破损率,破损冰瓶及时收集并将水再次回用,从源头上减少废水产生。 [1270, 1062, 1393, 1190]
